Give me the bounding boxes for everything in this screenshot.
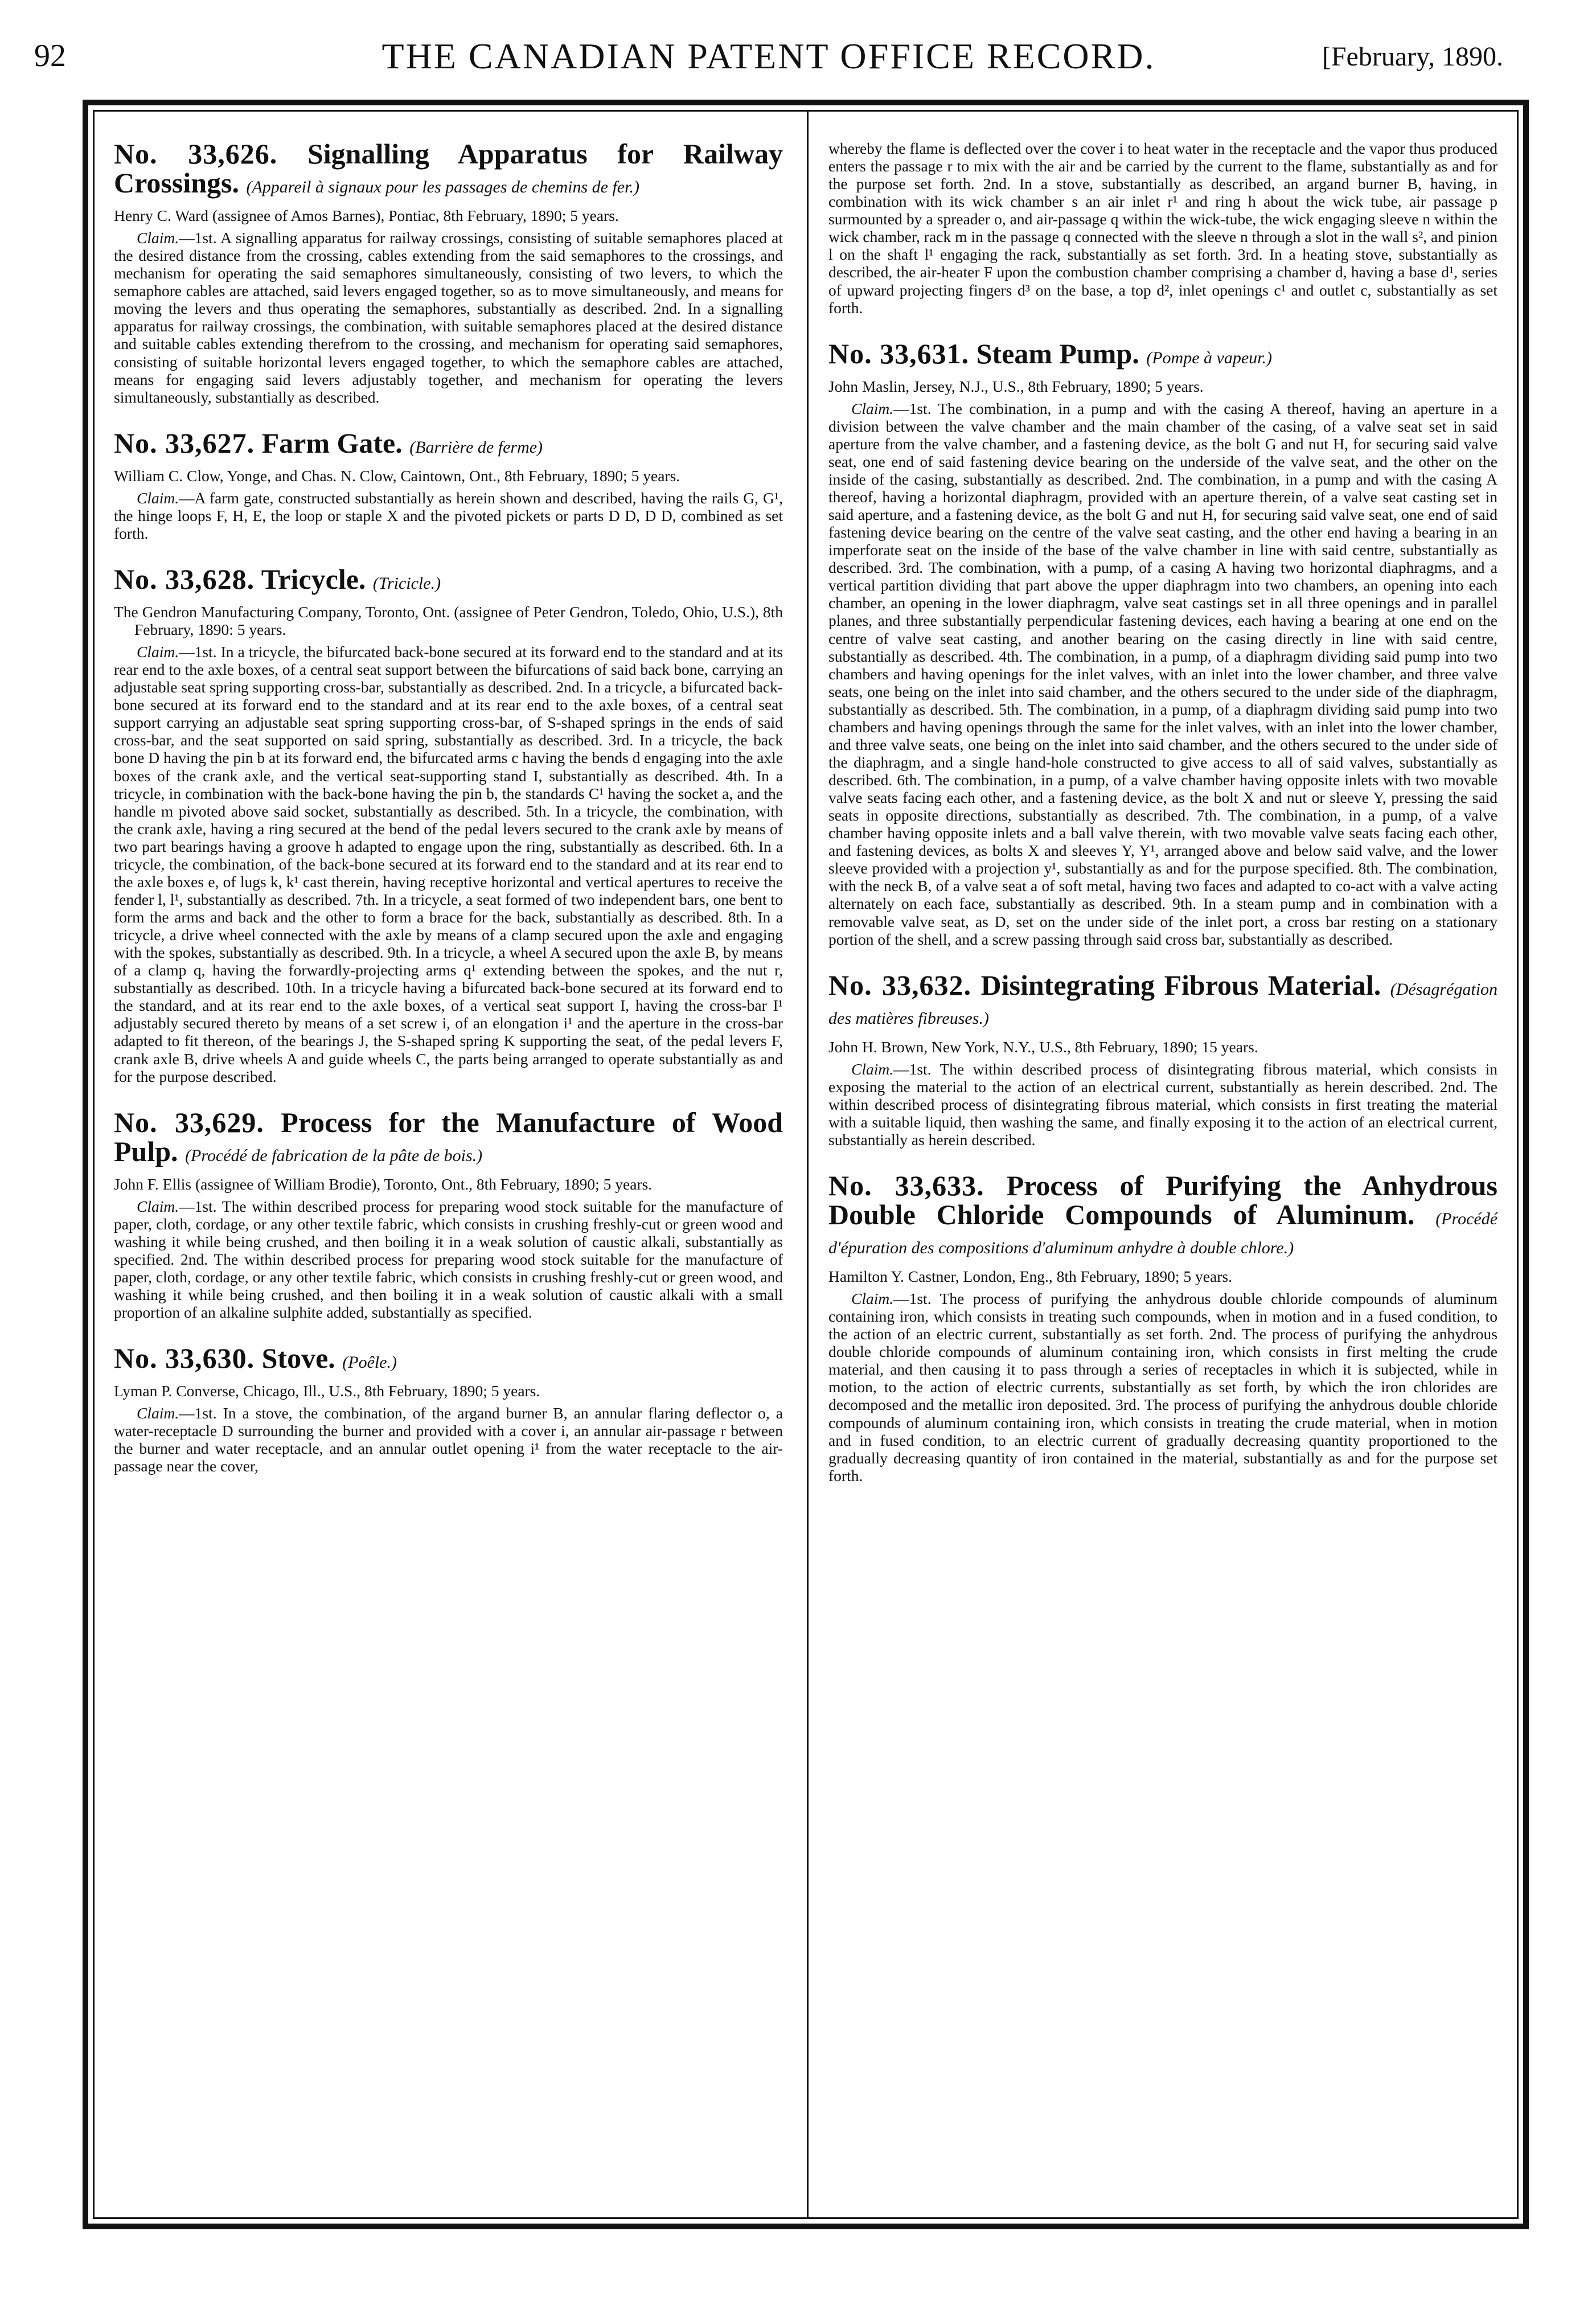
claim-label: Claim. <box>137 1197 179 1215</box>
applicant-line: Lyman P. Converse, Chicago, Ill., U.S., 8th February, 1890; 5 years. <box>114 1382 540 1400</box>
patent-title: Signalling Apparatus for Railway Crossings. <box>114 138 783 199</box>
claim-text <box>114 643 783 1085</box>
claim-body: —1st. The within described process for preparing wood stock suitable for the manufacture of paper, cloth, cordage, or any other textile fabric, which consists in crushing freshly-cut or green wood and washing it while being crushed, and then boiling it in a weak solution of caustic alkali, substantially as specified. 2nd. The within described process for preparing wood stock suitable for the manufacture of paper, cloth, cordage, or any other textile fabric, which consists in crushing freshly-cut or green wood, and washing it while being crushed, and then boiling it in a weak solution of caustic alkali with a small proportion of an alkaline sulphite added, substantially as specified. <box>114 1197 783 1322</box>
patent-title: Process for the Manufacture of Wood Pulp. <box>114 1106 783 1167</box>
issue-date: [February, 1890. <box>1322 42 1503 72</box>
entry-heading <box>828 339 1497 368</box>
patent-title: Farm Gate. <box>261 426 403 459</box>
patent-number: No. 33,629. <box>114 1106 264 1138</box>
publication-title: THE CANADIAN PATENT OFFICE RECORD. <box>381 36 1156 76</box>
patent-entry-33630 <box>114 1344 783 1475</box>
french-title: (Tricicle.) <box>372 573 441 593</box>
patent-title: Process of Purifying the Anhydrous Double Chloride Compounds of Aluminum. <box>828 1170 1498 1231</box>
claim-label: Claim. <box>137 229 179 247</box>
patent-entry-33629 <box>114 1108 783 1322</box>
french-title: (Barrière de ferme) <box>409 437 543 457</box>
patent-number: No. 33,633. <box>828 1170 984 1201</box>
claim-label: Claim. <box>137 643 179 661</box>
entry-heading <box>114 1344 783 1373</box>
patent-number: No. 33,626. <box>114 138 278 170</box>
patent-number: No. 33,628. <box>114 563 255 595</box>
claim-body: —1st. In a stove, the combination, of the argand burner B, an annular flaring deflector o, a water-receptacle D surrounding the burner and provided with a cover i, an annular air-passage r between the burner and water receptacle, and an annular outlet opening i¹ from the water receptacle to the air-passage near the cover, <box>114 1404 783 1475</box>
claim-label: Claim. <box>851 1290 894 1308</box>
entry-heading <box>828 971 1497 1029</box>
applicant-line: John Maslin, Jersey, N.J., U.S., 8th February, 1890; 5 years. <box>828 377 1204 395</box>
page-header <box>34 27 1503 90</box>
patent-entry-33627 <box>114 426 783 542</box>
claim-text <box>114 1197 783 1321</box>
patent-entry-33632 <box>828 971 1497 1149</box>
page-number: 92 <box>34 38 66 73</box>
french-title: (Appareil à signaux pour les passages de chemins de fer.) <box>246 178 639 196</box>
continued-claim-text: whereby the flame is deflected over the cover i to heat water in the receptacle and the vapor thus produced enters the passage r to mix with the air and be carried by the current to the flame, substantially as and for the purpose set forth. 2nd. In a stove, substantially as described, an argand burner B, having, in combination with its wick chamber s an air inlet r¹ and ring h about the wick tube, air passage p surmounted by a spreader o, and air-passage q within the wick-tube, the wick engaging sleeve n within the wick chamber, rack m in the passage q connected with the sleeve n through a slot in the wall s², and pinion l on the shaft l¹ engaging the rack, substantially as set forth. 3rd. In a heating stove, substantially as described, the air-heater F upon the combustion chamber comprising a chamber d, having a base d¹, series of upward projecting fingers d³ on the base, a top d², inlet openings c¹ and outlet c, substantially as set forth. <box>828 140 1497 317</box>
patent-entry-33628 <box>114 565 783 1085</box>
patent-title: Stove. <box>261 1342 335 1375</box>
claim-text <box>828 1060 1497 1149</box>
entry-heading <box>114 426 783 459</box>
entry-heading <box>114 565 783 594</box>
claim-label: Claim. <box>137 1404 179 1422</box>
applicant-line: John F. Ellis (assignee of William Brodie), Toronto, Ont., 8th February, 1890; 5 years. <box>114 1175 653 1193</box>
claim-text <box>828 1290 1497 1484</box>
claim-body: —1st. The process of purifying the anhydrous double chloride compounds of aluminum containing iron, which consists in treating such compounds, when in motion and in a fused condition, to the action of an electric current, substantially as set forth. 2nd. The process of purifying the anhydrous double chloride compounds of aluminum containing iron, which consists in first melting the crude material, and then causing it to pass through a series of receptacles in which it is subjected, while in motion, to the action of electric currents, substantially as set forth, by which the iron chlorides are decomposed and the metallic iron deposited. 3rd. The process of purifying the anhydrous double chloride compounds of aluminum containing iron, which consists in treating the crude material, when in motion and in fused condition, to an electric current of gradually decreasing quantity proportioned to the gradually decreasing quantity of iron contained in the material, substantially as and for the purpose set forth. <box>828 1290 1497 1484</box>
patent-number: No. 33,630. <box>114 1342 255 1375</box>
patent-entry-33626 <box>114 140 783 406</box>
patent-title: Disintegrating Fibrous Material. <box>980 969 1381 1001</box>
claim-body: —1st. In a tricycle, the bifurcated back-bone secured at its forward end to the standard and at its rear end to the axle boxes, of a central seat support between the bifurcations of said back bone, carrying an adjustable seat spring supporting cross-bar, substantially as described. 2nd. In a tricycle, a bifurcated back-bone secured at its forward end to the standard and at its rear end to the axle boxes, of a central seat support carrying an adjustable seat spring supporting cross-bar, of S-shaped springs in the ends of said cross-bar, and the seat supported on said spring, substantially as described. 3rd. In a tricycle, the back bone D having the pin b at its forward end, the bifurcated arms c having the bends d engaging into the axle boxes of the crank axle, and the vertical seat-supporting stand I, substantially as described. 4th. In a tricycle, in combination with the back-bone having the pin b, the standards C¹ having the socket a, and the handle m pivoted above said socket, substantially as described. 5th. In a tricycle, the combination, with the crank axle, having a ring secured at the bend of the pedal levers secured to the crank axle by means of two part bearings having a groove h adapted to engage upon the ring, substantially as described. 6th. In a tricycle, the combination, of the back-bone secured at its forward end to the standard and at its rear end to the axle boxes e, of lugs k, k¹ cast therein, having receptive horizontal and vertical apertures to receive the fender l, l¹, substantially as described. 7th. In a tricycle, a seat formed of two independent bars, one bent to form the arms and back and the other to form a brace for the back, substantially as described. 8th. In a tricycle, a drive wheel connected with the axle by means of a clamp secured upon the axle and engaging with the spokes, substantially as described. 9th. In a tricycle, a wheel A secured upon the axle B, by means of a clamp q, having the forwardly-projecting arms q¹ extending between the spokes, and the nut r, substantially as described. 10th. In a tricycle having a bifurcated back-bone secured at its forward end to the standard, and at its rear end to the axle boxes, of a vertical seat support I, having the cross-bar I¹ adjustably secured thereto by means of a set screw i, of an elongation i¹ and the aperture in the cross-bar adapted to fit thereon, of the bearings J, the S-shaped spring K supporting the seat, of the pedal levers F, crank axle B, drive wheels A and guide wheels C, the parts being arranged to operate substantially as and for the purpose described. <box>114 643 783 1085</box>
french-title: (Désagrégation des matières fibreuses.) <box>828 979 1498 1028</box>
applicant-line: Henry C. Ward (assignee of Amos Barnes), Pontiac, 8th February, 1890; 5 years. <box>114 207 619 224</box>
patent-entry-33633 <box>828 1171 1497 1484</box>
left-column <box>114 140 783 1498</box>
claim-body: —1st. The within described process of disintegrating fibrous material, which consists in exposing the material to the action of an electrical current, substantially as herein described. 2nd. The within described process of disintegrating fibrous material, which consists in first treating the material with a suitable liquid, then washing the same, and finally exposing it to the action of an electrical current, substantially as herein described. <box>828 1060 1497 1149</box>
entry-heading <box>828 1171 1497 1258</box>
claim-text <box>114 1404 783 1475</box>
claim-label: Claim. <box>137 489 179 507</box>
patent-entry-33631 <box>828 339 1497 948</box>
french-title: (Poêle.) <box>342 1353 397 1372</box>
right-column <box>828 140 1497 1507</box>
patent-number: No. 33,627. <box>114 426 255 459</box>
patent-title: Steam Pump. <box>976 337 1139 370</box>
french-title: (Procédé de fabrication de la pâte de bois.) <box>185 1146 483 1165</box>
patent-title: Tricycle. <box>261 563 366 595</box>
claim-text <box>828 400 1497 948</box>
claim-text <box>114 229 783 406</box>
column-divider <box>807 110 809 2219</box>
french-title: (Procédé d'épuration des compositions d'aluminum anhydre à double chlore.) <box>828 1209 1498 1257</box>
applicant-line: John H. Brown, New York, N.Y., U.S., 8th February, 1890; 15 years. <box>828 1037 1258 1056</box>
claim-text <box>114 489 783 542</box>
applicant-line: The Gendron Manufacturing Company, Toronto, Ont. (assignee of Peter Gendron, Toledo, Ohio, U.S.), 8th February, 1890: 5 years. <box>114 602 783 638</box>
entry-heading <box>114 140 783 198</box>
claim-body: —A farm gate, constructed substantially as herein shown and described, having the rails G, G¹, the hinge loops F, H, E, the loop or staple X and the pivoted pickets or parts D D, D D, combined as set forth. <box>114 489 783 542</box>
claim-label: Claim. <box>851 1060 894 1078</box>
applicant-line: Hamilton Y. Castner, London, Eng., 8th February, 1890; 5 years. <box>828 1268 1232 1285</box>
applicant-line: William C. Clow, Yonge, and Chas. N. Clow, Caintown, Ont., 8th February, 1890; 5 years. <box>114 466 680 485</box>
claim-body: —1st. A signalling apparatus for railway crossings, consisting of suitable semaphores placed at the desired distance from the crossing, cables extending from the said semaphores to the crossings, and mechanism for operating the said semaphores simultaneously, consisting of two levers, to which the semaphore cables are attached, said levers engaged together, so as to move simultaneously, and means for moving the levers and thus operating the semaphores, substantially as described. 2nd. In a signalling apparatus for railway crossings, the combination, with suitable semaphores placed at the desired distance and suitable cables extending therefrom to the crossing, and mechanism for operating said semaphores, consisting of suitable horizontal levers engaged together, to which the semaphore cables are attached, means for engaging said levers adjustably together, and mechanism for operating the levers simultaneously, substantially as described. <box>114 229 783 406</box>
patent-number: No. 33,631. <box>828 337 970 370</box>
french-title: (Pompe à vapeur.) <box>1146 348 1272 367</box>
claim-label: Claim. <box>851 399 894 417</box>
page-frame <box>83 100 1529 2229</box>
claim-body: —1st. The combination, in a pump and with the casing A thereof, having an aperture in a division between the valve chamber and the main chamber of the casing, of a valve seat set in said aperture from the valve chamber, and a fastening device, as the bolt G and nut H, for securing said valve seat, one end of said fastening device bearing on the underside of the valve seat, and the other on the inside of the casing, substantially as described. 2nd. The combination, in a pump and with the casing A thereof, having a horizontal diaphragm, provided with an aperture therein, of a valve seat casting set in said aperture, and a fastening device, as the bolt G and nut H, for securing said valve seat, one end of said fastening device bearing on the centre of the valve seat casting, and the other end having a bearing in an imperforate seat on the inside of the base of the valve chamber in line with said centre, substantially as described. 3rd. The combination, with a pump, of a casing A having two horizontal diaphragms, and a vertical partition dividing that part above the upper diaphragm into two chambers, an opening into each chamber, an opening in the lower diaphragm, valve seat castings set in all three openings and in parallel planes, and three substantially perpendicular fastening devices, each having a bearing at one end on the centre of valve seat casting, and another bearing on the casing directly in line with said centre, substantially as described. 4th. The combination, in a pump, of a diaphragm dividing said pump into two chambers and having openings for the inlet valves, with an inlet into the lower chamber, and three valve seats, one being on the inlet into said chamber, and the others secured to the under side of the diaphragm, substantially as described. 5th. The combination, in a pump, of a diaphragm dividing said pump into two chambers and having openings through the same for the inlet valves, with an inlet into the lower chamber, and three valve seats, one being on the inlet into said chamber, and the others secured to the under side of the diaphragm, and a single hand-hole constructed to give access to all of said valves, substantially as described. 6th. The combination, in a pump, of a valve chamber having opposite inlets with two movable valve seats facing each other, and a fastening device, as the bolt X and nut or sleeve Y, pressing the said seats in opposite directions, substantially as described. 7th. The combination, in a pump, of a valve chamber having opposite inlets and a ball valve therein, with two movable valve seats facing each other, and fastening devices, as bolts X and sleeves Y, Y¹, arranged above and below said valve, and the lower sleeve provided with a projection y¹, substantially as and for the purpose specified. 8th. The combination, with the neck B, of a valve seat a of soft metal, having two faces and adapted to co-act with a valve acting alternately on each face, substantially as described. 9th. In a steam pump and in combination with a removable valve seat, as D, set on the under side of the inlet port, a cross bar resting on a stationary portion of the shell, and a screw passing through said cross bar, substantially as described. <box>828 399 1497 948</box>
patent-number: No. 33,632. <box>828 969 972 1001</box>
entry-heading <box>114 1108 783 1166</box>
